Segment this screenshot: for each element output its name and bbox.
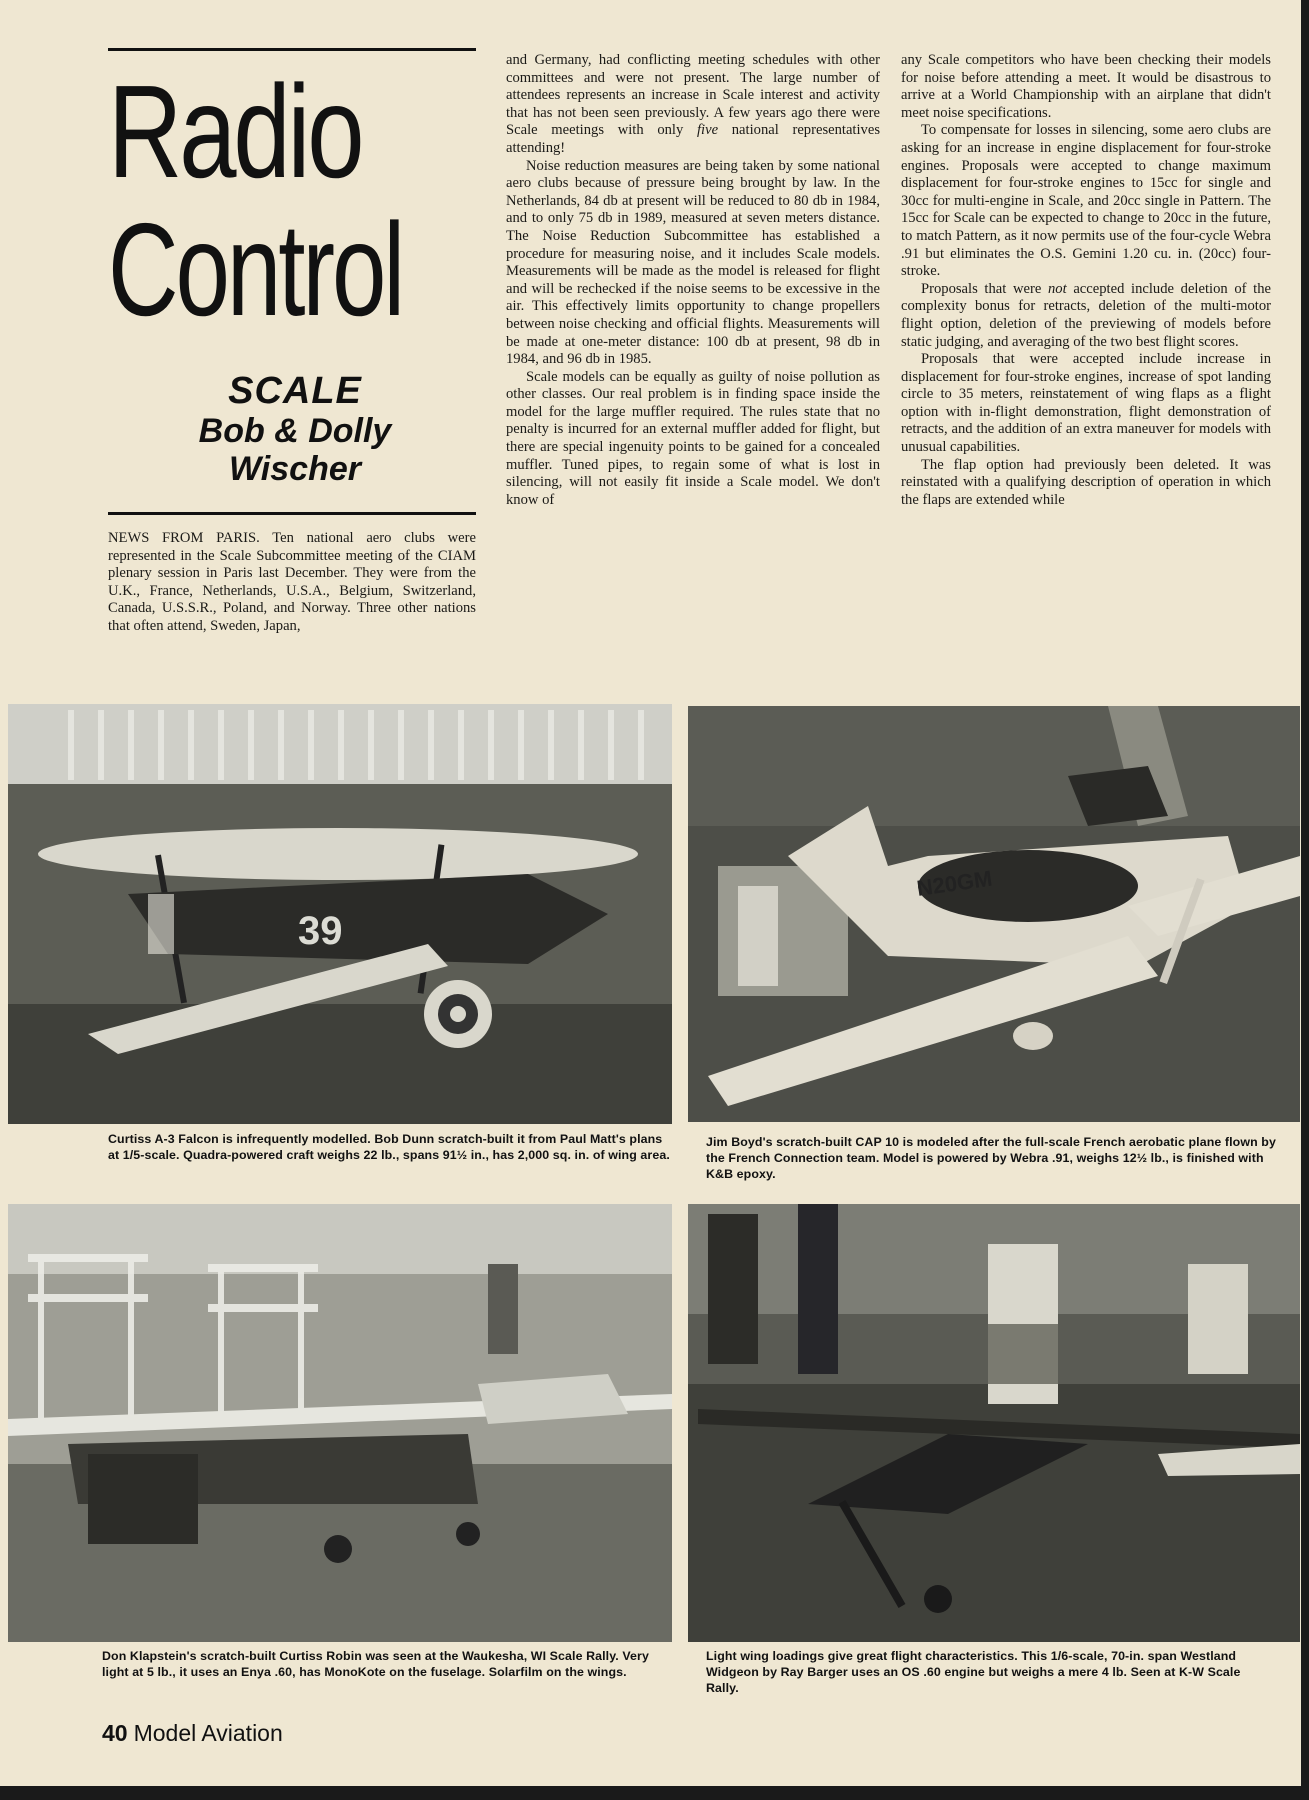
article-paragraph: any Scale competitors who have been checking their models for noise before attending a meet. It would be disastrous to arrive at a World Championship with an airplane that didn't meet noise specifications. [901, 52, 1271, 121]
masthead-bottom-rule [108, 512, 476, 515]
scan-edge-right [1301, 0, 1309, 1800]
caption-photo-1: Curtiss A-3 Falcon is infrequently modelled. Bob Dunn scratch-built it from Paul Matt's plans at 1/5-scale. Quadra-powered craft weighs 22 lb., spans 91½ in., has 2,000 sq. in. of wing area. [108, 1132, 670, 1162]
page-folio [102, 1720, 283, 1747]
article-paragraph: To compensate for losses in silencing, some aero clubs are asking for an increase in engine displacement for four-stroke engines. Proposals were accepted to change maximum displacement for four-stroke engines to 15cc for single and 30cc for multi-engine in Scale, and 20cc single in Pattern. The 15cc for Scale can be expected to change to 20cc in the future, to match Pattern, as it now permits use of the four-cycle Webra .91 but eliminates the O.S. Gemini 1.20 cu. in. (20cc) four-stroke. [901, 122, 1271, 280]
photo-westland-widgeon [688, 1204, 1300, 1642]
fuselage-number: 39 [298, 909, 343, 953]
masthead-section-label: SCALE [228, 370, 362, 412]
article-text: accepted include deletion of the complexity bonus for retracts, deletion of the multi-motor flight option, deletion of the previewing of models before static judging, and averaging of the two best flight scores. [901, 280, 1271, 350]
scan-edge-bottom [0, 1786, 1309, 1800]
article-lead-in: NEWS FROM PARIS. [108, 530, 260, 546]
article-emphasis: five [696, 122, 719, 139]
photo-curtiss-falcon-biplane [8, 704, 672, 1124]
photo-4-image [688, 1204, 1300, 1642]
article-column-1 [108, 530, 476, 636]
photo-2-image [688, 706, 1300, 1122]
masthead-top-rule [108, 48, 476, 51]
article-paragraph [901, 281, 1271, 351]
article-paragraph: Scale models can be equally as guilty of noise pollution as other classes. Our real problem is in finding space inside the model for the large muffler required. The rules state that no penalty is incurred for an external muffler added for flight, but there are special ingenuity points to be gained for a concealed muffler. Tuned pipes, to regain some of what is lost in silencing, will not easily fit inside a Scale model. We don't know of [506, 368, 880, 508]
photo-3-image [8, 1204, 672, 1642]
article-paragraph: Noise reduction measures are being taken by some national aero clubs because of pressure being brought by law. In the Netherlands, 84 db at present will be reduced to 80 db in 1984, and to only 75 db in 1989, measured at seven meters distance. The Noise Reduction Subcommittee has established a procedure for measuring noise, and it includes Scale models. Measurements will be made as the model is released for flight and will be rechecked if the noise seems to be excessive in the air. This effectively limits opportunity to change propellers between noise checking and official flights. Measurements will be made at one-meter distance: 100 db at present, 98 db in 1984, and 96 db in 1985. [506, 157, 880, 368]
article-column-3 [901, 52, 1271, 509]
photo-cap10-aerobatic [688, 706, 1300, 1122]
author-line-1: Bob & Dolly [198, 412, 392, 450]
article-text: and Germany, had conflicting meeting schedules with other committees and were not present. The large number of attendees represents an increase in Scale interest and activity that has not been seen previously. A few years ago there were Scale meetings with only [506, 52, 880, 139]
registration-number: N20GM [915, 865, 994, 901]
caption-photo-2: Jim Boyd's scratch-built CAP 10 is modeled after the full-scale French aerobatic plane flown by the French Connection team. Model is powered by Webra .91, weighs 12½ lb., is finished with K&B epoxy. [706, 1135, 1276, 1181]
article-paragraph [506, 52, 880, 158]
article-column-2 [506, 52, 880, 509]
article-text: Ten national aero clubs were represented in the Scale Subcommittee meeting of the CIAM plenary session in Paris last December. They were from the U.K., France, Netherlands, U.S.A., Belgium, Switzerland, Canada, U.S.S.R., Poland, and Norway. Three other nations that often attend, Sweden, Japan, [108, 530, 476, 634]
caption-photo-4: Light wing loadings give great flight characteristics. This 1/6-scale, 70-in. span Westland Widgeon by Ray Barger uses an OS .60 engine but weighs a mere 4 lb. Seen at K-W Scale Rally. [706, 1649, 1241, 1695]
masthead-title-radio: Radio [108, 58, 362, 205]
article-paragraph: Proposals that were accepted include increase in displacement for four-stroke engines, increase of spot landing circle to 35 meters, reinstatement of wing flaps as a flight option with in-flight demonstration, flight demonstration of retracts, and the addition of an extra maneuver for models with unusual capabilities. [901, 351, 1271, 456]
masthead-title-control: Control [108, 196, 403, 343]
article-paragraph: The flap option had previously been deleted. It was reinstated with a qualifying description of operation in which the flaps are extended while [901, 456, 1271, 508]
article-text: Proposals that were [921, 280, 1048, 297]
publication-name: Model Aviation [133, 1720, 283, 1746]
photo-1-image [8, 704, 672, 1124]
masthead-authors [150, 412, 440, 488]
page-number: 40 [102, 1720, 128, 1746]
article-emphasis: not [1048, 280, 1067, 297]
article-paragraph [108, 530, 476, 636]
photo-curtiss-robin [8, 1204, 672, 1642]
caption-photo-3: Don Klapstein's scratch-built Curtiss Robin was seen at the Waukesha, WI Scale Rally. Very light at 5 lb., it uses an Enya .60, has MonoKote on the fuselage. Solarfilm on the wings. [102, 1649, 649, 1679]
article-text: national representatives attending! [506, 122, 880, 156]
author-line-2: Wischer [229, 450, 361, 489]
